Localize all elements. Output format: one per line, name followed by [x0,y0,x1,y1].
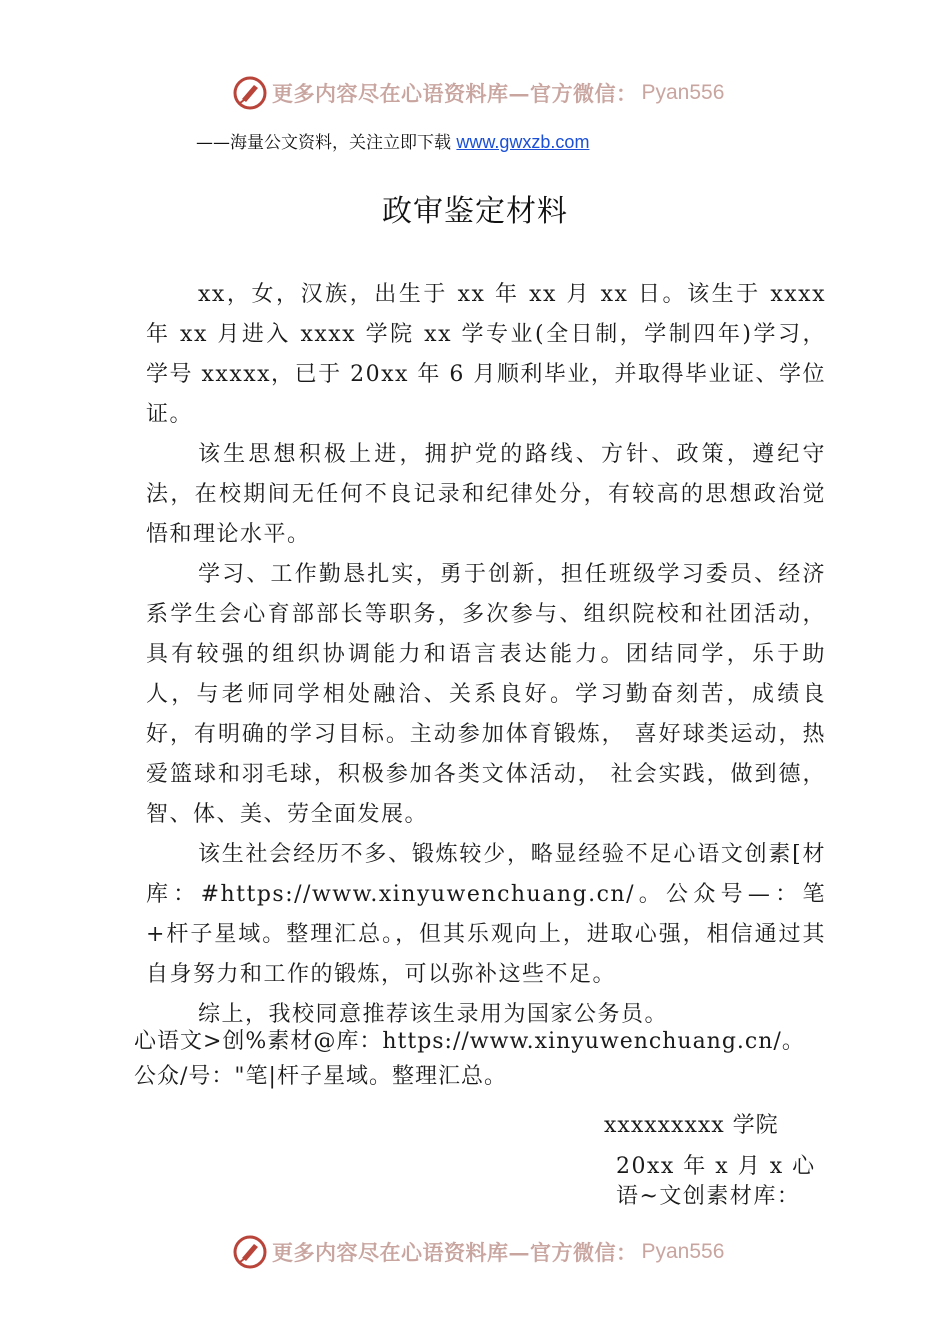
paragraph-conclusion: 综上，我校同意推荐该生录用为国家公务员。 [198,1002,669,1027]
source-note: 心语文>创%素材@库：https://www.xinyuwenchuang.cn/。公众/号："笔|杆子星域。整理汇总。 [134,1029,805,1089]
subheader [196,128,589,153]
hand-pen-logo-icon [232,75,268,111]
download-link[interactable]: www.gwxzb.com [456,132,590,152]
signature-date: 20xx 年 x 月 x 心语~文创素材库： [616,1154,816,1209]
document-title: 政审鉴定材料 [382,194,568,229]
paragraph-political: 该生思想积极上进，拥护党的路线、方针、政策，遵纪守法，在校期间无任何不良记录和纪律处分，有较高的思想政治觉悟和理论水平。 [146,442,826,547]
hand-pen-logo-icon [232,1234,268,1270]
wechat-id: Pyan556 [641,1240,725,1263]
header-banner [232,73,724,113]
banner-text: 更多内容尽在心语资料库—官方微信： [272,1240,638,1265]
paragraph-basic-info: xx，女，汉族，出生于 xx 年 xx 月 xx 日。该生于 xxxx 年 xx 月进入 xxxx 学院 xx 学专业(全日制，学制四年)学习， 学号 xxxxx，已于 20xx 年 6 月顺利毕业，并取得毕业证、学位证。 [146,282,826,427]
subheader-text: ——海量公文资料，关注立即下载 [196,133,457,153]
paragraph-shortcomings: 该生社会经历不多、锻炼较少，略显经验不足心语文创素[材库：#https://www.xinyuwenchuang.cn/。公众号—：笔+杆子星域。整理汇总。，但其乐观向上，进取心强，相信通过其自身努力和工作的锻炼，可以弥补这些不足。 [146,842,826,987]
wechat-id: Pyan556 [641,81,725,104]
footer-banner [232,1232,724,1272]
signature-school: xxxxxxxxx 学院 [604,1113,779,1138]
banner-text: 更多内容尽在心语资料库—官方微信： [272,81,638,106]
document-body [146,275,826,1035]
paragraph-study-work: 学习、工作勤恳扎实，勇于创新，担任班级学习委员、经济系学生会心育部部长等职务，多次参与、组织院校和社团活动，具有较强的组织协调能力和语言表达能力。团结同学，乐于助人，与老师同学相处融洽、关系良好。学习勤奋刻苦，成绩良好，有明确的学习目标。主动参加体育锻炼， 喜好球类运动，热爱篮球和羽毛球，积极参加各类文体活动， 社会实践，做到德，智、体、美、劳全面发展。 [146,562,826,827]
